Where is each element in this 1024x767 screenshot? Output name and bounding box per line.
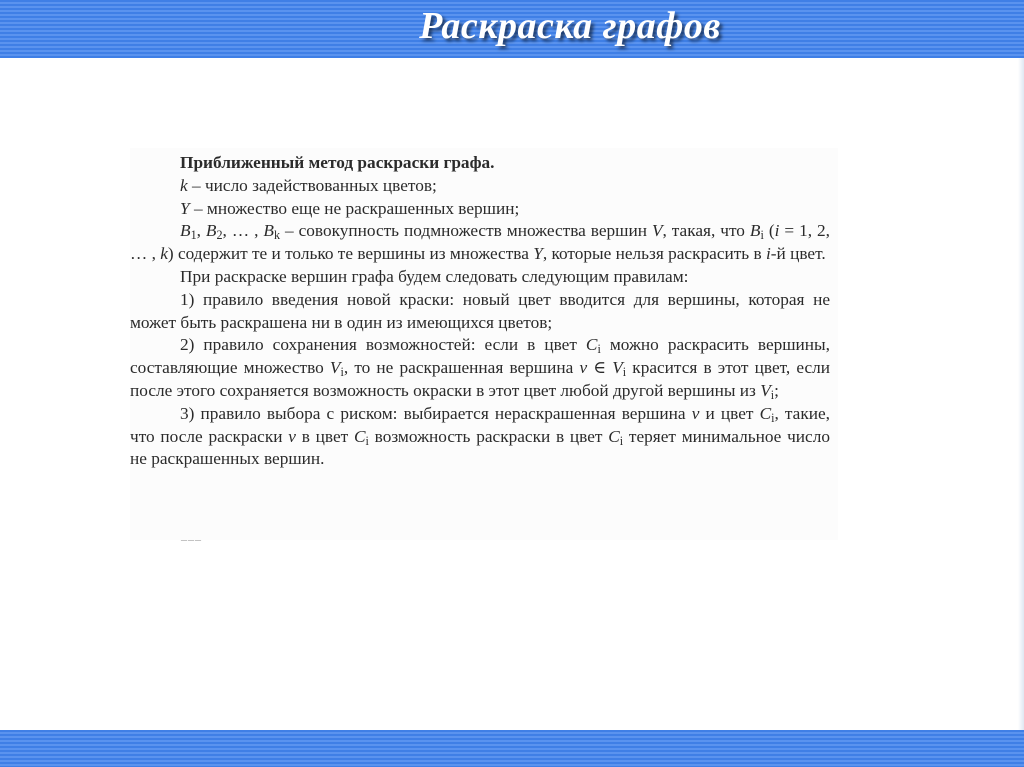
sub-i: i bbox=[770, 387, 775, 402]
text: – совокупность подмножеств множества вершин bbox=[280, 221, 652, 241]
text: ∈ bbox=[587, 358, 613, 378]
text: и цвет bbox=[699, 403, 760, 423]
symbol-bi: B bbox=[749, 221, 761, 241]
sub-bi: i bbox=[760, 228, 764, 243]
symbol-i: i bbox=[765, 244, 771, 264]
symbol-i: i bbox=[774, 221, 780, 241]
slide-title: Раскраска графов bbox=[419, 5, 721, 47]
text: , такая, что bbox=[662, 221, 750, 241]
text: 3) правило выбора с риском: выбирается нераскрашенная вершина bbox=[180, 403, 692, 423]
text: , такие, что после раскраски bbox=[130, 403, 830, 446]
text: -й цвет. bbox=[770, 244, 826, 264]
definition-k-text: – число задействованных цветов; bbox=[187, 175, 437, 195]
symbol-k: k bbox=[180, 175, 188, 195]
sub-b1: 1 bbox=[190, 228, 197, 243]
sep: , bbox=[196, 221, 206, 241]
symbol-c: C bbox=[759, 403, 772, 423]
text: , то не раскрашенная вершина bbox=[343, 358, 580, 378]
symbol-v: V bbox=[760, 380, 771, 400]
sub-i: i bbox=[622, 365, 627, 380]
page-cut-mark: ‒‒‒ bbox=[181, 532, 202, 546]
sep: , … , bbox=[222, 221, 264, 241]
symbol-c: C bbox=[585, 335, 598, 355]
definition-y-text: – множество еще не раскрашенных вершин; bbox=[189, 198, 520, 218]
symbol-y: Y bbox=[533, 244, 543, 264]
text: можно раскрасить вершины, составляющие множество bbox=[130, 335, 830, 378]
symbol-k: k bbox=[160, 244, 168, 264]
symbol-v-lower: v bbox=[691, 403, 700, 423]
scanned-text bbox=[130, 152, 830, 471]
text: ) содержит те и только те вершины из множества bbox=[167, 244, 534, 264]
text: , которые нельзя раскрасить в bbox=[542, 244, 766, 264]
rule-3 bbox=[130, 403, 830, 471]
rule-1: 1) правило введения новой краски: новый цвет вводится для вершины, которая не может быть раскрашена ни в один из имеющихся цветов; bbox=[130, 289, 830, 332]
slide-body-edge bbox=[1018, 58, 1024, 730]
definition-b bbox=[130, 220, 830, 266]
rules-intro: При раскраске вершин графа будем следовать следующим правилам: bbox=[180, 266, 689, 286]
symbol-y: Y bbox=[180, 198, 190, 218]
symbol-c: C bbox=[353, 426, 366, 446]
symbol-v-lower: v bbox=[288, 426, 296, 446]
text: ( bbox=[763, 221, 775, 241]
text: ; bbox=[774, 380, 779, 400]
symbol-v-lower: v bbox=[579, 358, 588, 378]
symbol-v: V bbox=[612, 358, 623, 378]
sub-i: i bbox=[619, 433, 624, 448]
section-heading: Приближенный метод раскраски графа. bbox=[180, 153, 495, 172]
text: теряет минимальное число не раскрашенных вершин. bbox=[130, 426, 830, 469]
symbol-v: V bbox=[651, 221, 663, 241]
symbol-v: V bbox=[329, 358, 341, 378]
footer-band bbox=[0, 730, 1024, 767]
text: возможность раскраски в цвет bbox=[368, 426, 609, 446]
rule-2 bbox=[130, 334, 830, 402]
symbol-b2: B bbox=[205, 221, 217, 241]
text: красится в этот цвет, если после этого сохраняется возможность окраски в этот цвет любой другой вершины из bbox=[130, 358, 830, 400]
sub-bk: k bbox=[273, 228, 281, 243]
text: 2) правило сохранения возможностей: если в цвет bbox=[180, 335, 586, 355]
symbol-bk: B bbox=[263, 221, 274, 241]
definition-y bbox=[130, 198, 830, 221]
sub-i: i bbox=[340, 365, 344, 380]
definition-k bbox=[130, 175, 830, 198]
sub-i: i bbox=[597, 342, 601, 357]
text: в цвет bbox=[295, 426, 354, 446]
text: = 1, 2, … , bbox=[130, 221, 830, 264]
symbol-c: C bbox=[608, 426, 620, 446]
sub-i: i bbox=[771, 410, 775, 425]
symbol-b1: B bbox=[180, 221, 191, 241]
sub-i: i bbox=[365, 433, 369, 448]
sub-b2: 2 bbox=[216, 228, 223, 243]
